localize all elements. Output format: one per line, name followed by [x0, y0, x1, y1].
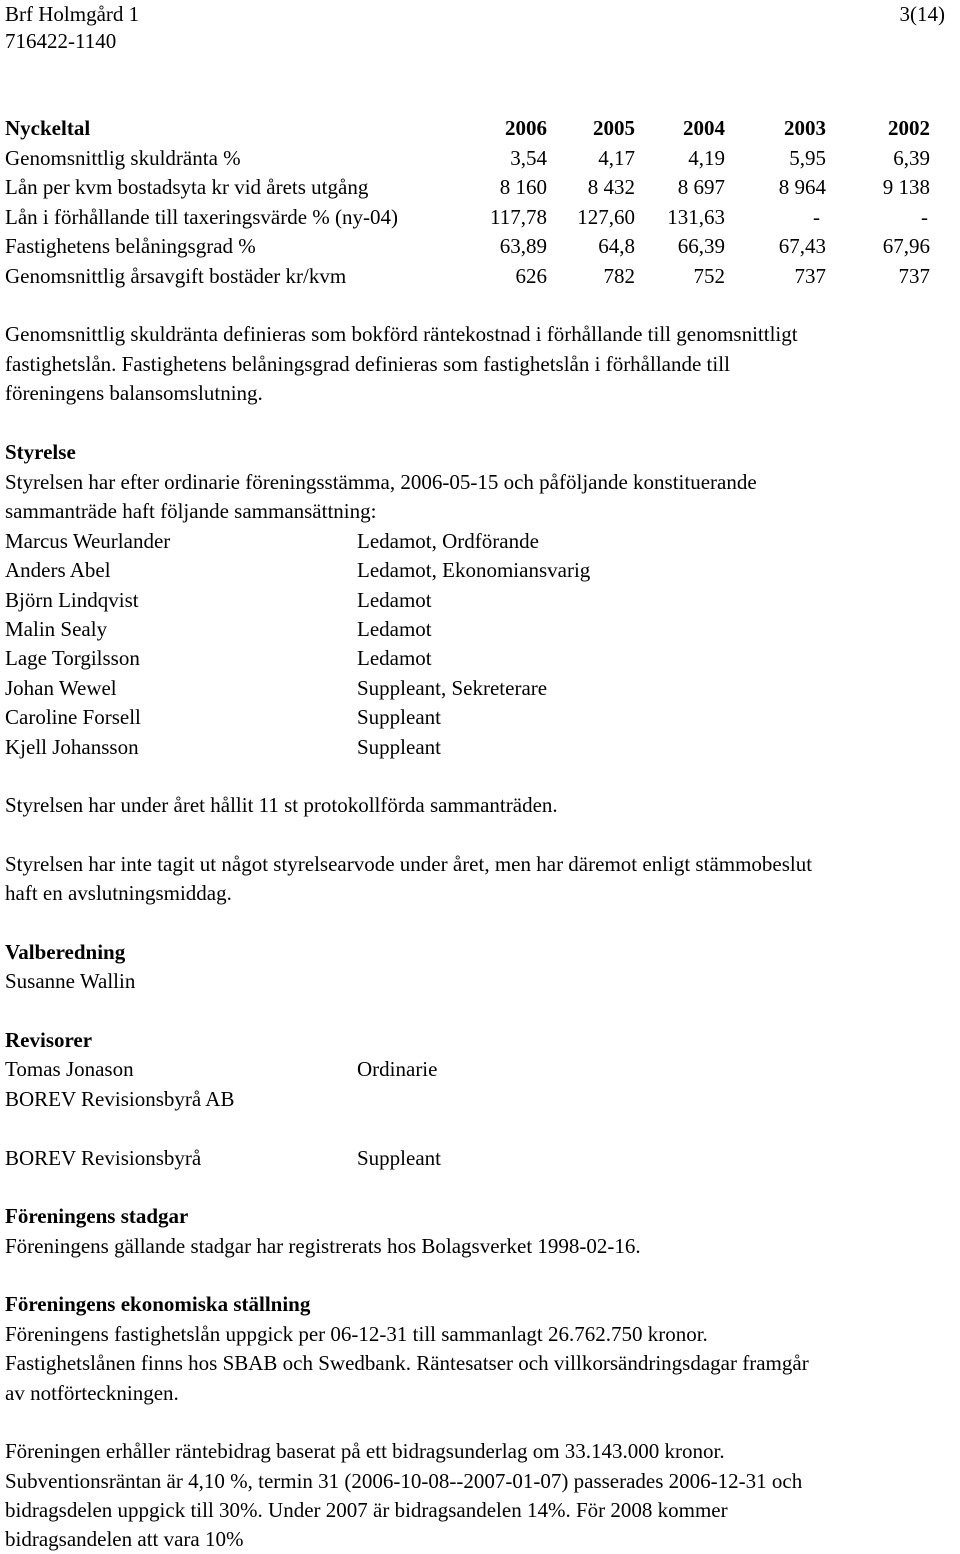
key-figures-header-row: [5, 114, 930, 143]
member-role: Ledamot: [357, 646, 432, 670]
member-name: Marcus Weurlander: [5, 529, 171, 553]
auditor-firm: BOREV Revisionsbyrå AB: [5, 1087, 235, 1111]
cell: 782: [603, 264, 635, 288]
cell: 64,8: [598, 234, 635, 258]
cell: 626: [515, 264, 547, 288]
paragraph-line: Föreningens fastighetslån uppgick per 06-12-31 till sammanlagt 26.762.750 kronor.: [5, 1322, 708, 1346]
table-row: [5, 232, 930, 261]
cell: 737: [794, 264, 826, 288]
cell: 66,39: [677, 234, 725, 258]
table-row: [5, 173, 930, 202]
auditor-role: Ordinarie: [357, 1057, 438, 1081]
cell: 4,17: [598, 146, 635, 170]
cell: 63,89: [499, 234, 547, 258]
cell: 9 138: [882, 175, 930, 199]
cell: 8 432: [587, 175, 635, 199]
paragraph-line: av notförteckningen.: [5, 1381, 179, 1405]
cell: 5,95: [789, 146, 826, 170]
meetings-text: Styrelsen har under året hållit 11 st protokollförda sammanträden.: [5, 793, 558, 817]
cell: 67,96: [882, 234, 930, 258]
cell: 6,39: [893, 146, 930, 170]
member-role: Suppleant: [357, 735, 441, 759]
stadgar-text: Föreningens gällande stadgar har registrerats hos Bolagsverket 1998-02-16.: [5, 1234, 641, 1258]
cell: 8 964: [778, 175, 826, 199]
cell: 4,19: [688, 146, 725, 170]
year-2002: 2002: [888, 116, 930, 140]
cell: 67,43: [778, 234, 826, 258]
member-role: Suppleant: [357, 705, 441, 729]
header-orgnr: 716422-1140: [5, 29, 117, 53]
auditor-name: Tomas Jonason: [5, 1057, 134, 1081]
member-name: Björn Lindqvist: [5, 588, 139, 612]
cell: 752: [693, 264, 725, 288]
member-name: Johan Wewel: [5, 676, 117, 700]
cell: -: [921, 205, 928, 229]
valberedning-name: Susanne Wallin: [5, 969, 136, 993]
member-name: Malin Sealy: [5, 617, 108, 641]
cell: -: [813, 205, 820, 229]
member-name: Caroline Forsell: [5, 705, 141, 729]
cell: 8 160: [499, 175, 547, 199]
paragraph-line: sammanträde haft följande sammansättning:: [5, 499, 377, 523]
paragraph-line: bidragsdelen uppgick till 30%. Under 2007 är bidragsandelen 14%. För 2008 kommer: [5, 1498, 728, 1522]
member-role: Ledamot, Ordförande: [357, 529, 539, 553]
header-page-number: 3(14): [899, 2, 945, 26]
cell: 117,78: [490, 205, 547, 229]
row-label: Lån i förhållande till taxeringsvärde % (ny-04): [5, 205, 399, 229]
row-label: Fastighetens belåningsgrad %: [5, 234, 256, 258]
cell: 737: [898, 264, 930, 288]
row-label: Genomsnittlig skuldränta %: [5, 146, 241, 170]
table-row: [5, 262, 930, 291]
table-row: [5, 203, 930, 232]
definition-line: föreningens balansomslutning.: [5, 381, 263, 405]
header-org: Brf Holmgård 1: [5, 2, 140, 26]
paragraph-line: Styrelsen har efter ordinarie föreningsstämma, 2006-05-15 och påföljande konstituerande: [5, 470, 757, 494]
definition-line: Genomsnittlig skuldränta definieras som bokförd räntekostnad i förhållande till genomsnittligt: [5, 322, 798, 346]
member-role: Ledamot: [357, 588, 432, 612]
key-figures-header: Nyckeltal: [5, 116, 91, 140]
cell: 8 697: [677, 175, 725, 199]
member-role: Suppleant, Sekreterare: [357, 676, 548, 700]
section-heading-valberedning: Valberedning: [5, 940, 126, 964]
member-role: Ledamot: [357, 617, 432, 641]
year-2003: 2003: [784, 116, 826, 140]
section-heading-styrelse: Styrelse: [5, 440, 76, 464]
year-2005: 2005: [593, 116, 635, 140]
paragraph-line: haft en avslutningsmiddag.: [5, 881, 232, 905]
paragraph-line: bidragsandelen att vara 10%: [5, 1527, 244, 1551]
member-role: Ledamot, Ekonomiansvarig: [357, 558, 591, 582]
section-heading-stadgar: Föreningens stadgar: [5, 1204, 189, 1228]
definition-line: fastighetslån. Fastighetens belåningsgrad definieras som fastighetslån i förhållande till: [5, 352, 730, 376]
paragraph-line: Föreningen erhåller räntebidrag baserat på ett bidragsunderlag om 33.143.000 kronor.: [5, 1439, 725, 1463]
member-name: Lage Torgilsson: [5, 646, 140, 670]
cell: 131,63: [667, 205, 725, 229]
paragraph-line: Styrelsen har inte tagit ut något styrelsearvode under året, men har däremot enligt stämmobeslut: [5, 852, 813, 876]
row-label: Genomsnittlig årsavgift bostäder kr/kvm: [5, 264, 347, 288]
member-name: Kjell Johansson: [5, 735, 139, 759]
auditor-role: Suppleant: [357, 1146, 441, 1170]
cell: 3,54: [510, 146, 547, 170]
table-row: [5, 144, 930, 173]
cell: 127,60: [577, 205, 635, 229]
paragraph-line: Subventionsräntan är 4,10 %, termin 31 (2006-10-08--2007-01-07) passerades 2006-12-31 och: [5, 1469, 803, 1493]
section-heading-ekonomi: Föreningens ekonomiska ställning: [5, 1292, 311, 1316]
year-2006: 2006: [505, 116, 547, 140]
paragraph-line: Fastighetslånen finns hos SBAB och Swedbank. Räntesatser och villkorsändringsdagar framgår: [5, 1351, 809, 1375]
row-label: Lån per kvm bostadsyta kr vid årets utgång: [5, 175, 369, 199]
auditor-name: BOREV Revisionsbyrå: [5, 1146, 202, 1170]
section-heading-revisorer: Revisorer: [5, 1028, 93, 1052]
year-2004: 2004: [683, 116, 725, 140]
member-name: Anders Abel: [5, 558, 111, 582]
